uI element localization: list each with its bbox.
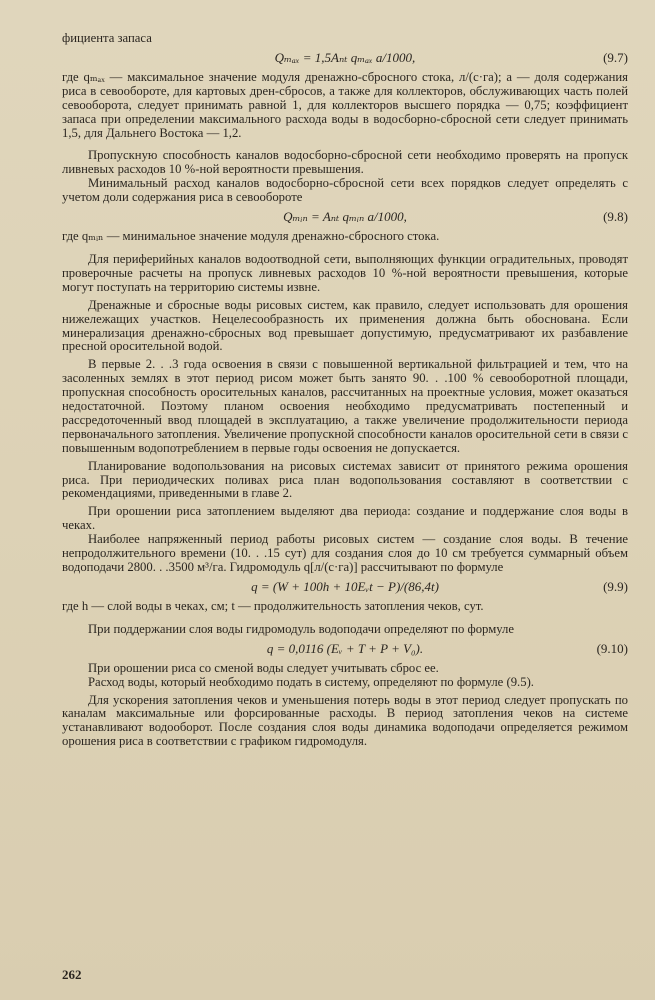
formula-expression: Qₘₐₓ = 1,5Aₙₜ qₘₐₓ a/1000, xyxy=(274,49,416,65)
formula-9-10 xyxy=(62,639,628,659)
page-number: 262 xyxy=(62,967,82,982)
formula-number: (9.9) xyxy=(603,578,628,594)
paragraph: Дренажные и сбросные воды рисовых систем, как правило, следует использовать для орошения нижележащих участков. Нецелесообразность их применения должна быть обоснована. Если минерализация дренажно-сбросных вод превышает допустимую, предусматривают их разбавление пресной оросительной водой. xyxy=(62,297,628,354)
paragraph: При орошении риса затоплением выделяют два периода: создание и поддержание слоя воды в чеках. xyxy=(62,504,628,533)
formula-9-7 xyxy=(62,48,628,68)
paragraph: Для периферийных каналов водоотводной сети, выполняющих функции оградительных, проводят проверочные расчеты на пропуск ливневых расходов 10 %-ной вероятности превышения, которые могут поступать на территорию системы извне. xyxy=(62,251,628,294)
formula-expression: q = 0,0116 (Eᵥ + T + P + V₀). xyxy=(266,640,424,656)
paragraph: Расход воды, который необходимо подать в систему, определяют по формуле (9.5). xyxy=(88,674,534,689)
paragraph: При орошении риса со сменой воды следует учитывать сброс ее. xyxy=(88,660,439,675)
paragraph: где qₘₐₓ — максимальное значение модуля дренажно-сбросного стока, л/(с·га); a — доля содержания риса в севообороте, для картовых дрен-сбросов, а также для коллекторов, обслуживающих часть полей севооборота, следует принимать равной 1, для коллекторов высшего порядка — 0,75; коэффициент запаса при определении максимального расхода воды в водосборно-сбросной сети следует принимать 1,5, для Дальнего Востока — 1,2. xyxy=(62,69,628,140)
formula-expression: Qₘᵢₙ = Aₙₜ qₘᵢₙ a/1000, xyxy=(283,209,407,225)
page-body xyxy=(62,32,628,749)
paragraph: где qₘᵢₙ — минимальное значение модуля дренажно-сбросного стока. xyxy=(62,229,440,244)
formula-number: (9.8) xyxy=(603,209,628,225)
paragraph: где h — слой воды в чеках, см; t — продолжительность затопления чеков, сут. xyxy=(62,598,484,613)
paragraph: Минимальный расход каналов водосборно-сбросной сети всех порядков следует определять с учетом доли содержания риса в севообороте xyxy=(62,176,628,205)
paragraph: При поддержании слоя воды гидромодуль водоподачи определяют по формуле xyxy=(88,621,514,636)
formula-9-8 xyxy=(62,207,628,227)
formula-number: (9.7) xyxy=(603,49,628,65)
paragraph: Наиболее напряженный период работы рисовых систем — создание слоя воды. В течение непродолжительного времени (10. . .15 сут) для создания слоя до 10 см требуется суммарный объем водоподачи 2800. . .3500 м³/га. Гидромодуль q[л/(с·га)] рассчитывают по формуле xyxy=(62,532,628,574)
paragraph: В первые 2. . .3 года освоения в связи с повышенной вертикальной фильтрацией и тем, что на засоленных землях в этот период рисом может быть занято 90. . .100 % севооборотной площади, пропускная способность оросительных каналов, рассчитанных на проектные условия, может оказаться недостаточной. Поэтому планом освоения необходимо предусматривать постепенный и рассредоточенный ввод площадей в эксплуатацию, а также увеличение продолжительности периода первоначального затопления. Увеличение пропускной способности каналов оросительной сети в связи с повышенным водопотреблением в первые годы освоения не допускается. xyxy=(62,357,628,455)
paragraph: Пропускную способность каналов водосборно-сбросной сети необходимо проверять на пропуск ливневых расходов 10 %-ной вероятности превышения. xyxy=(62,148,628,177)
paragraph: Планирование водопользования на рисовых системах зависит от принятого режима орошения риса. При периодических поливах риса план водопользования составляют в соответствии с рекомендациями, приведенными в главе 2. xyxy=(62,458,628,501)
formula-9-9 xyxy=(62,577,628,597)
paragraph: Для ускорения затопления чеков и уменьшения потерь воды в этот период следует пропускать по каналам максимальные или форсированные расходы. В период затопления чеков на системе устанавливают водооборот. После создания слоя воды динамика водоподачи определяется режимом орошения риса в соответствии с графиком гидромодуля. xyxy=(62,692,628,749)
formula-number: (9.10) xyxy=(596,640,628,656)
text-line: фициента запаса xyxy=(62,31,152,45)
formula-expression: q = (W + 100h + 10Eᵥt − P)/(86,4t) xyxy=(251,578,439,594)
